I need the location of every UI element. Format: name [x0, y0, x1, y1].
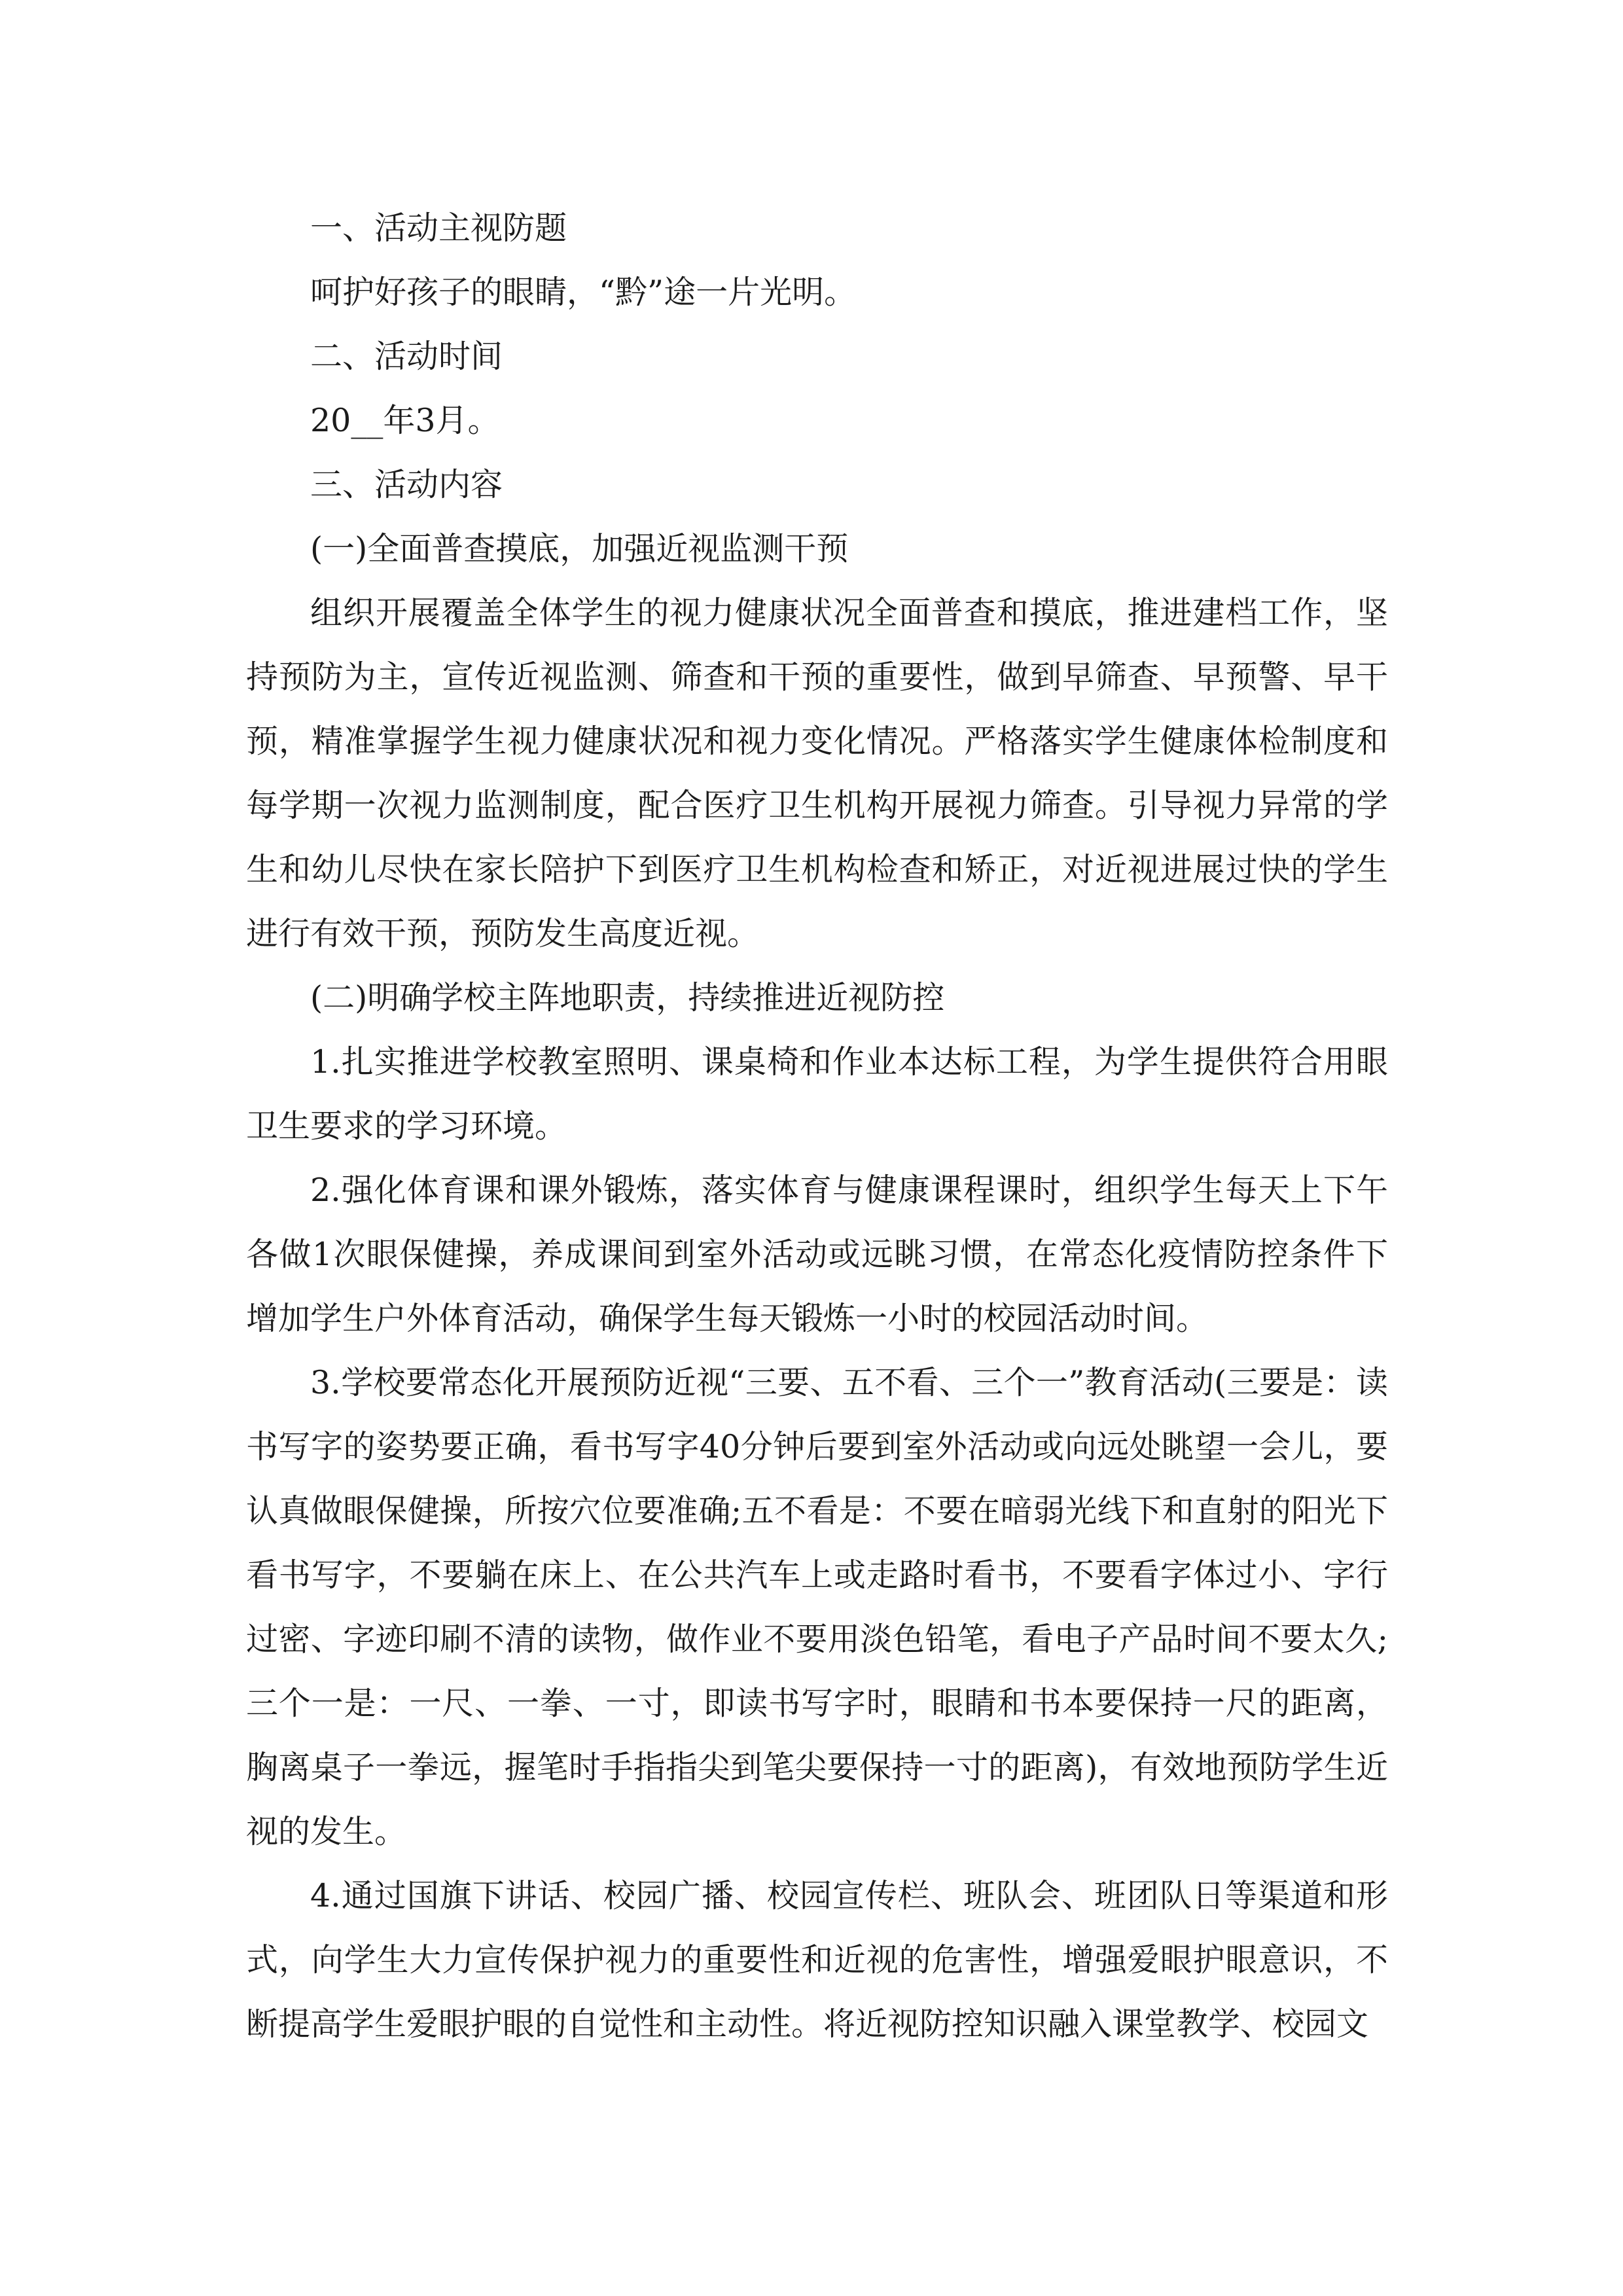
document-body — [246, 196, 1388, 2056]
section-heading-content: 三、活动内容 — [310, 466, 503, 503]
section-heading-time: 二、活动时间 — [310, 338, 503, 375]
list-item-3: 3.学校要常态化开展预防近视“三要、五不看、三个一”教育活动(三要是：读书写字的姿势要正确，看书写字40分钟后要到室外活动或向远处眺望一会儿，要认真做眼保健操，所按穴位要准确;五不看是：不要在暗弱光线下和直射的阳光下看书写字，不要躺在床上、在公共汽车上或走路时看书，不要看字体过小、字行过密、字迹印刷不清的读物，做作业不要用淡色铅笔，看电子产品时间不要太久;三个一是：一尺、一拳、一寸，即读书写字时，眼睛和书本要保持一尺的距离，胸离桌子一拳远，握笔时手指指尖到笔尖要保持一寸的距离)，有效地预防学生近视的发生。 — [246, 1364, 1388, 1850]
paragraph-screening: 组织开展覆盖全体学生的视力健康状况全面普查和摸底，推进建档工作，坚持预防为主，宣传近视监测、筛查和干预的重要性，做到早筛查、早预警、早干预，精准掌握学生视力健康状况和视力变化情况。严格落实学生健康体检制度和每学期一次视力监测制度，配合医疗卫生机构开展视力筛查。引导视力异常的学生和幼儿尽快在家长陪护下到医疗卫生机构检查和矫正，对近视进展过快的学生进行有效干预，预防发生高度近视。 — [246, 594, 1388, 952]
subsection-heading-2: (二)明确学校主阵地职责，持续推进近视防控 — [310, 979, 945, 1016]
section-heading-theme: 一、活动主视防题 — [310, 209, 567, 247]
subsection-heading-1: (一)全面普查摸底，加强近视监测干预 — [310, 530, 849, 567]
theme-text: 呵护好孩子的眼睛，“黔”途一片光明。 — [310, 274, 857, 311]
list-item-4: 4.通过国旗下讲话、校园广播、校园宣传栏、班队会、班团队日等渠道和形式，向学生大力宣传保护视力的重要性和近视的危害性，增强爱眼护眼意识，不断提高学生爱眼护眼的自觉性和主动性。将近视防控知识融入课堂教学、校园文 — [246, 1877, 1388, 2043]
time-text: 20__年3月。 — [310, 402, 500, 439]
list-item-1: 1.扎实推进学校教室照明、课桌椅和作业本达标工程，为学生提供符合用眼卫生要求的学习环境。 — [246, 1043, 1388, 1145]
list-item-2: 2.强化体育课和课外锻炼，落实体育与健康课程课时，组织学生每天上下午各做1次眼保健操，养成课间到室外活动或远眺习惯，在常态化疫情防控条件下增加学生户外体育活动，确保学生每天锻炼一小时的校园活动时间。 — [246, 1172, 1388, 1337]
